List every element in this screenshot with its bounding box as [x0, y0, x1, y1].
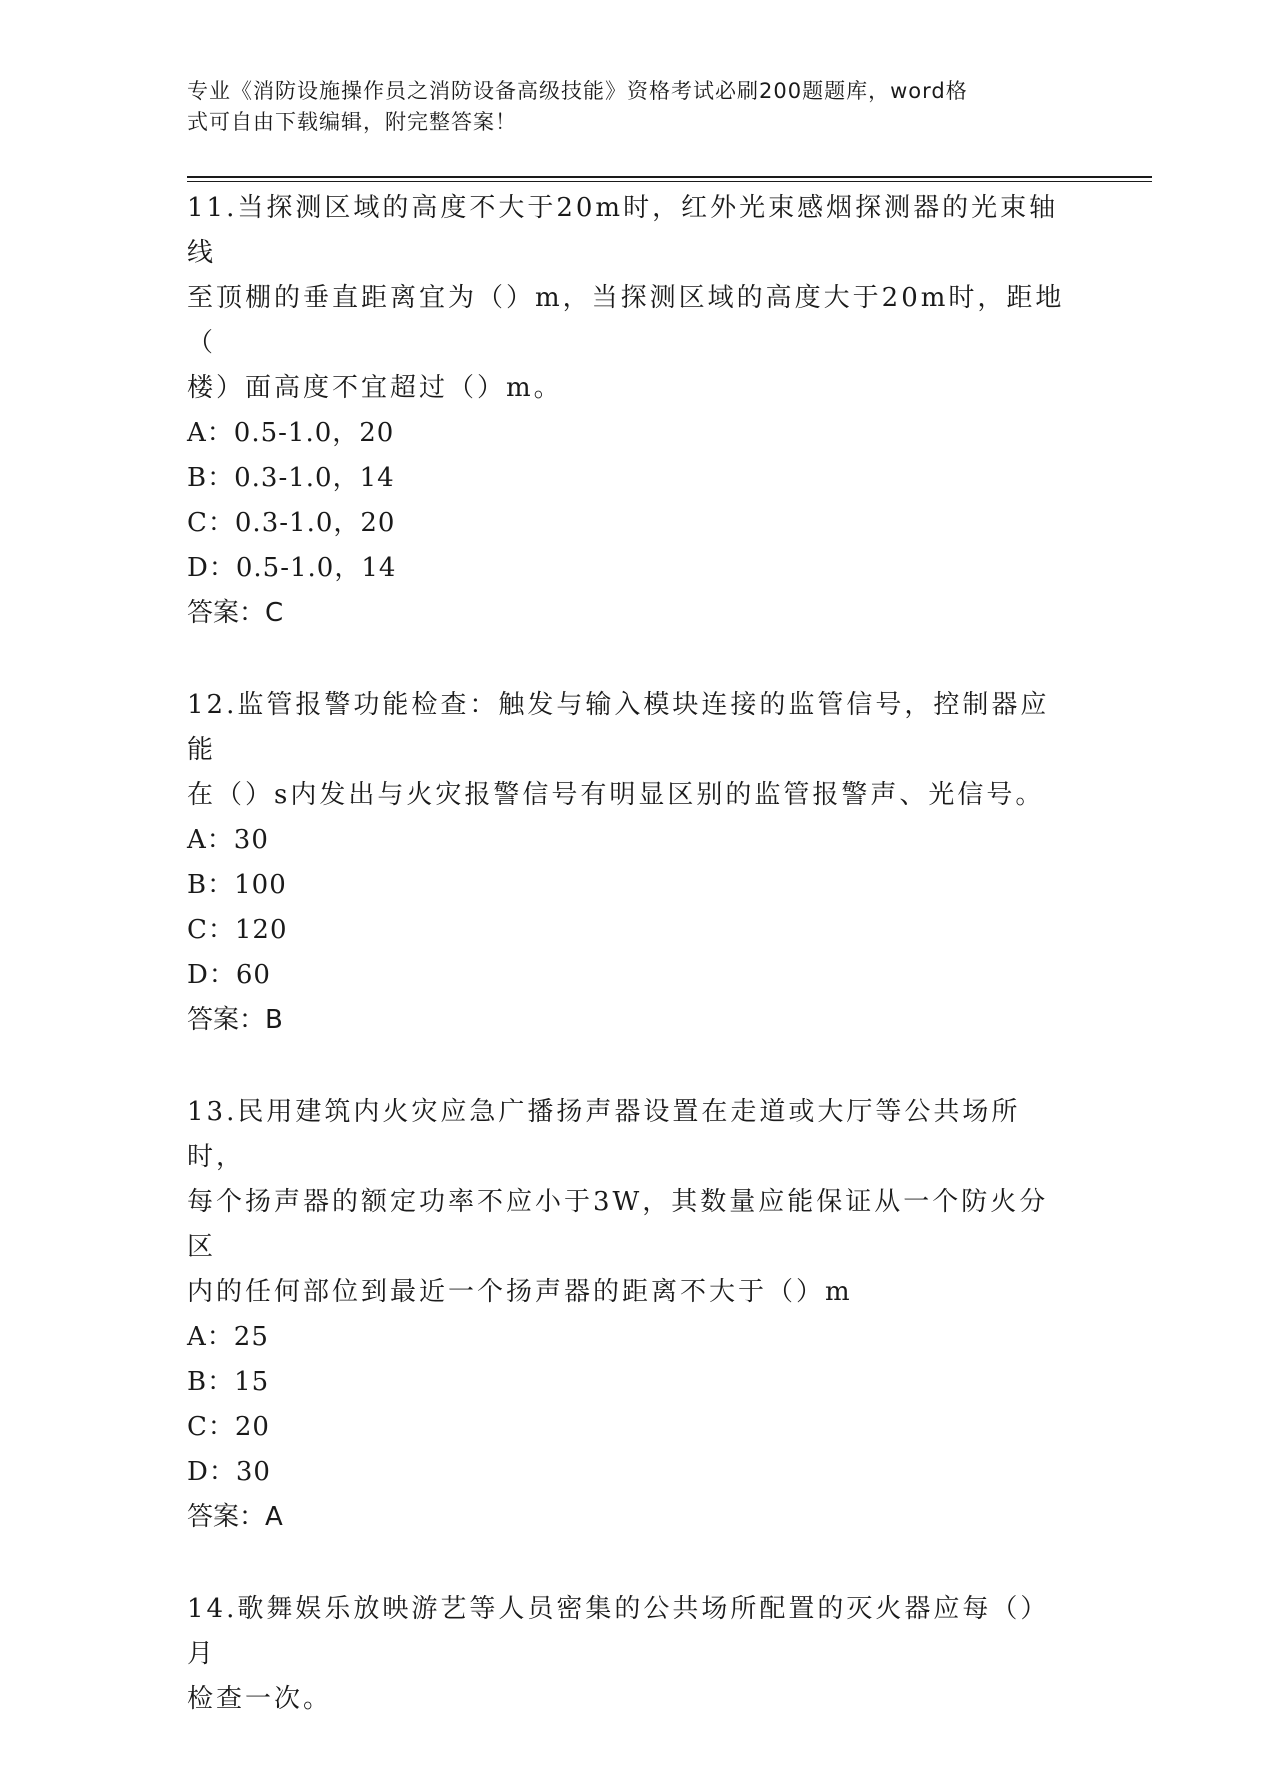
- document-header: [187, 76, 1067, 138]
- answer-line: 答案：C: [187, 598, 284, 628]
- question-stem-line: 楼）面高度不宜超过（）m。: [187, 373, 563, 403]
- question-11: [187, 186, 1077, 636]
- option-d: D：30: [187, 1457, 271, 1487]
- question-stem-line: 至顶棚的垂直距离宜为（）m，当探测区域的高度大于20m时，距地（: [187, 283, 1065, 358]
- question-13: [187, 1090, 1077, 1540]
- option-d: D：60: [187, 960, 271, 990]
- header-line-1: 专业《消防设施操作员之消防设备高级技能》资格考试必刷200题题库，word格: [187, 79, 968, 103]
- option-a: A：30: [187, 825, 269, 855]
- option-d: D：0.5-1.0，14: [187, 553, 397, 583]
- question-14: [187, 1587, 1077, 1722]
- question-stem-line: 每个扬声器的额定功率不应小于3W，其数量应能保证从一个防火分区: [187, 1187, 1049, 1262]
- option-a: A：25: [187, 1322, 269, 1352]
- question-stem-line: 13.民用建筑内火灾应急广播扬声器设置在走道或大厅等公共场所时，: [187, 1097, 1021, 1172]
- option-b: B：15: [187, 1367, 270, 1397]
- header-divider-thick: [187, 176, 1152, 178]
- option-c: C：20: [187, 1412, 270, 1442]
- question-stem-line: 14.歌舞娱乐放映游艺等人员密集的公共场所配置的灭火器应每（）月: [187, 1594, 1050, 1669]
- option-b: B：0.3-1.0，14: [187, 463, 395, 493]
- answer-line: 答案：B: [187, 1005, 283, 1035]
- option-c: C：120: [187, 915, 288, 945]
- option-c: C：0.3-1.0，20: [187, 508, 396, 538]
- answer-line: 答案：A: [187, 1502, 283, 1532]
- question-12: [187, 683, 1077, 1043]
- question-stem-line: 12.监管报警功能检查：触发与输入模块连接的监管信号，控制器应能: [187, 690, 1050, 765]
- header-line-2: 式可自由下载编辑，附完整答案！: [187, 110, 517, 134]
- question-stem-line: 检查一次。: [187, 1684, 333, 1714]
- question-stem-line: 内的任何部位到最近一个扬声器的距离不大于（）m: [187, 1277, 853, 1307]
- option-b: B：100: [187, 870, 287, 900]
- header-divider-thin: [187, 181, 1152, 182]
- question-stem-line: 在（）s内发出与火灾报警信号有明显区别的监管报警声、光信号。: [187, 780, 1045, 810]
- question-list: [187, 186, 1077, 1769]
- question-stem-line: 11.当探测区域的高度不大于20m时，红外光束感烟探测器的光束轴线: [187, 193, 1059, 268]
- option-a: A：0.5-1.0，20: [187, 418, 395, 448]
